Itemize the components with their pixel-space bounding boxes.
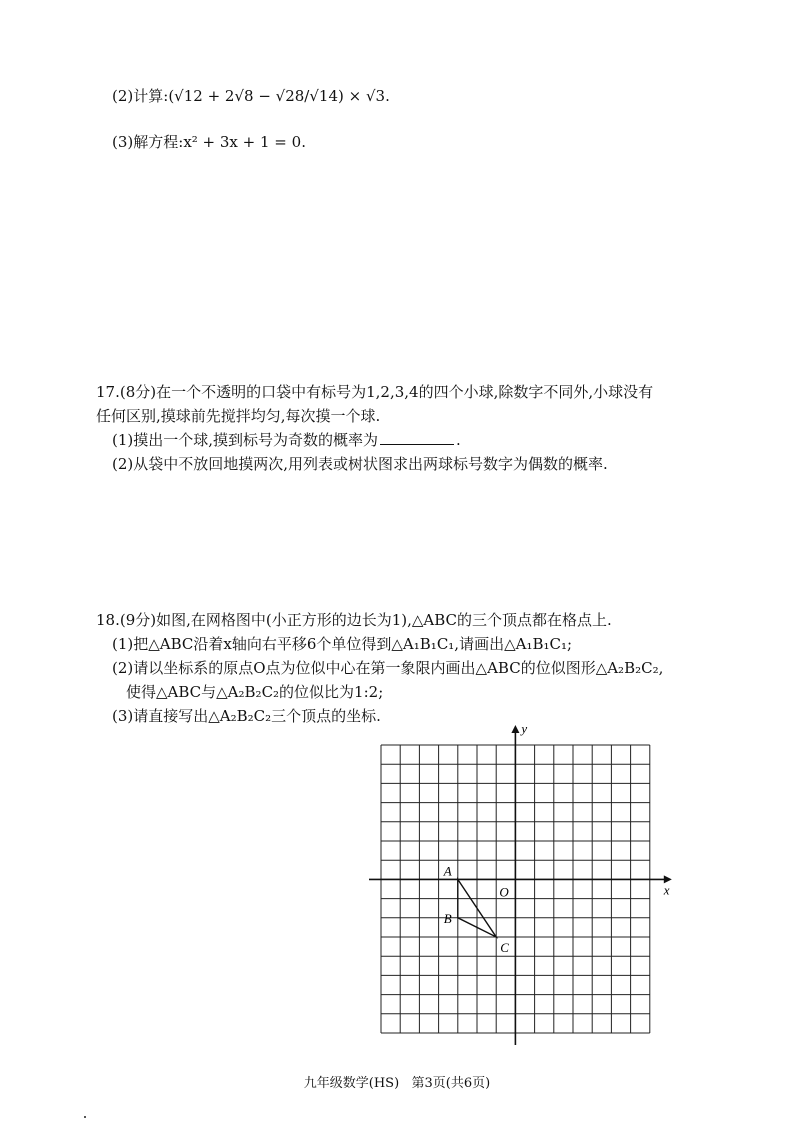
page-footer: 九年级数学(HS) 第3页(共6页): [303, 1076, 491, 1091]
q16-part2-label: (2)计算:: [112, 87, 169, 105]
label-origin: O: [499, 884, 509, 900]
q18-line1: 18.(9分)如图,在网格图中(小正方形的边长为1),△ABC的三个顶点都在格点上.: [96, 611, 612, 629]
label-b: B: [443, 910, 452, 926]
q18-part1: (1)把△ABC沿着x轴向右平移6个单位得到△A₁B₁C₁,请画出△A₁B₁C₁;: [112, 635, 573, 653]
label-x-axis: x: [663, 882, 670, 898]
scan-speck: [84, 1116, 86, 1118]
q17-line2: 任何区别,摸球前先搅拌均匀,每次摸一个球.: [96, 407, 381, 425]
label-a: A: [443, 863, 452, 879]
q18-part2b: 使得△ABC与△A₂B₂C₂的位似比为1:2;: [126, 683, 384, 701]
q17-part2: (2)从袋中不放回地摸两次,用列表或树状图求出两球标号数字为偶数的概率.: [112, 455, 608, 473]
q18-part3: (3)请直接写出△A₂B₂C₂三个顶点的坐标.: [112, 707, 381, 725]
q17-line1: 17.(8分)在一个不透明的口袋中有标号为1,2,3,4的四个小球,除数字不同外,小球没有: [96, 383, 654, 401]
q16-part2-expression: (√12 + 2√8 − √28/√14) × √3.: [168, 87, 390, 105]
q18-part2a: (2)请以坐标系的原点O点为位似中心在第一象限内画出△ABC的位似图形△A₂B₂C₂,: [112, 659, 664, 677]
q17-part1-end: .: [456, 431, 461, 449]
answer-blank[interactable]: [380, 430, 454, 445]
q16-part3: [112, 132, 306, 152]
coordinate-grid-svg: [360, 718, 720, 1058]
q16-part2: [112, 86, 390, 106]
label-y-axis: y: [521, 721, 528, 736]
q17-part1: [112, 430, 461, 450]
q17-part1-text: (1)摸出一个球,摸到标号为奇数的概率为: [112, 431, 379, 449]
coordinate-grid-figure: [360, 718, 720, 1058]
q16-part3-expression: x² + 3x + 1 = 0.: [183, 133, 306, 151]
y-axis-arrow: [511, 725, 519, 733]
label-c: C: [500, 940, 509, 955]
q16-part3-label: (3)解方程:: [112, 133, 184, 151]
